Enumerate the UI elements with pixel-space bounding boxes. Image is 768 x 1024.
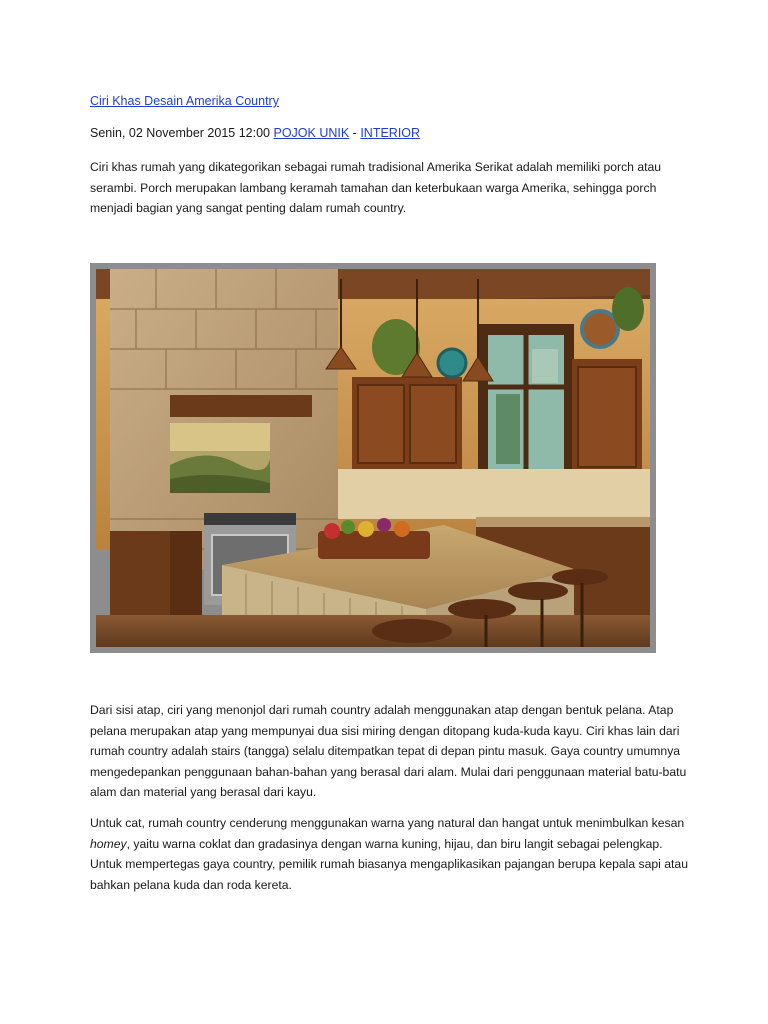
category-link-interior[interactable]: INTERIOR <box>360 126 421 140</box>
category-link-pojok-unik[interactable]: POJOK UNIK <box>273 126 350 140</box>
kitchen-illustration <box>96 269 650 647</box>
category-separator: - <box>349 126 361 140</box>
article-date: Senin, 02 November 2015 12:00 <box>90 126 270 140</box>
article-meta <box>90 126 420 140</box>
article-title-link[interactable]: Ciri Khas Desain Amerika Country <box>90 94 279 108</box>
paragraph-colors-emphasis: homey <box>90 836 127 851</box>
paragraph-colors-text-1: Untuk cat, rumah country cenderung menggunakan warna yang natural dan hangat untuk menimbulkan kesan <box>90 816 685 830</box>
paragraph-roof-and-materials: Dari sisi atap, ciri yang menonjol dari rumah country adalah menggunakan atap dengan bentuk pelana. Atap pelana merupakan atap yang mempunyai dua sisi miring dengan ditopang kuda-kuda kayu. Ciri khas lain dari rumah country adalah stairs (tangga) selalu ditempatkan tepat di depan pintu masuk. Gaya country umumnya mengedepankan penggunaan bahan-bahan yang berasal dari alam. Mulai dari penggunaan material batu-batu alam dan material yang berasal dari kayu. <box>90 703 687 799</box>
kitchen-photo <box>90 263 656 653</box>
paragraph-colors-text-2: , yaitu warna coklat dan gradasinya dengan warna kuning, hijau, dan biru langit sebagai pelengkap. Untuk mempertegas gaya country, pemilik rumah biasanya mengaplikasikan pajangan berupa kepala sapi atau bahkan pelana kuda dan roda kereta. <box>90 836 688 892</box>
paragraph-intro: Ciri khas rumah yang dikategorikan sebagai rumah tradisional Amerika Serikat adalah memiliki porch atau serambi. Porch merupakan lambang keramah tamahan dan keterbukaan warga Amerika, sehingga porch menjadi bagian yang sangat penting dalam rumah country. <box>90 160 662 215</box>
paragraph-colors <box>90 813 690 895</box>
